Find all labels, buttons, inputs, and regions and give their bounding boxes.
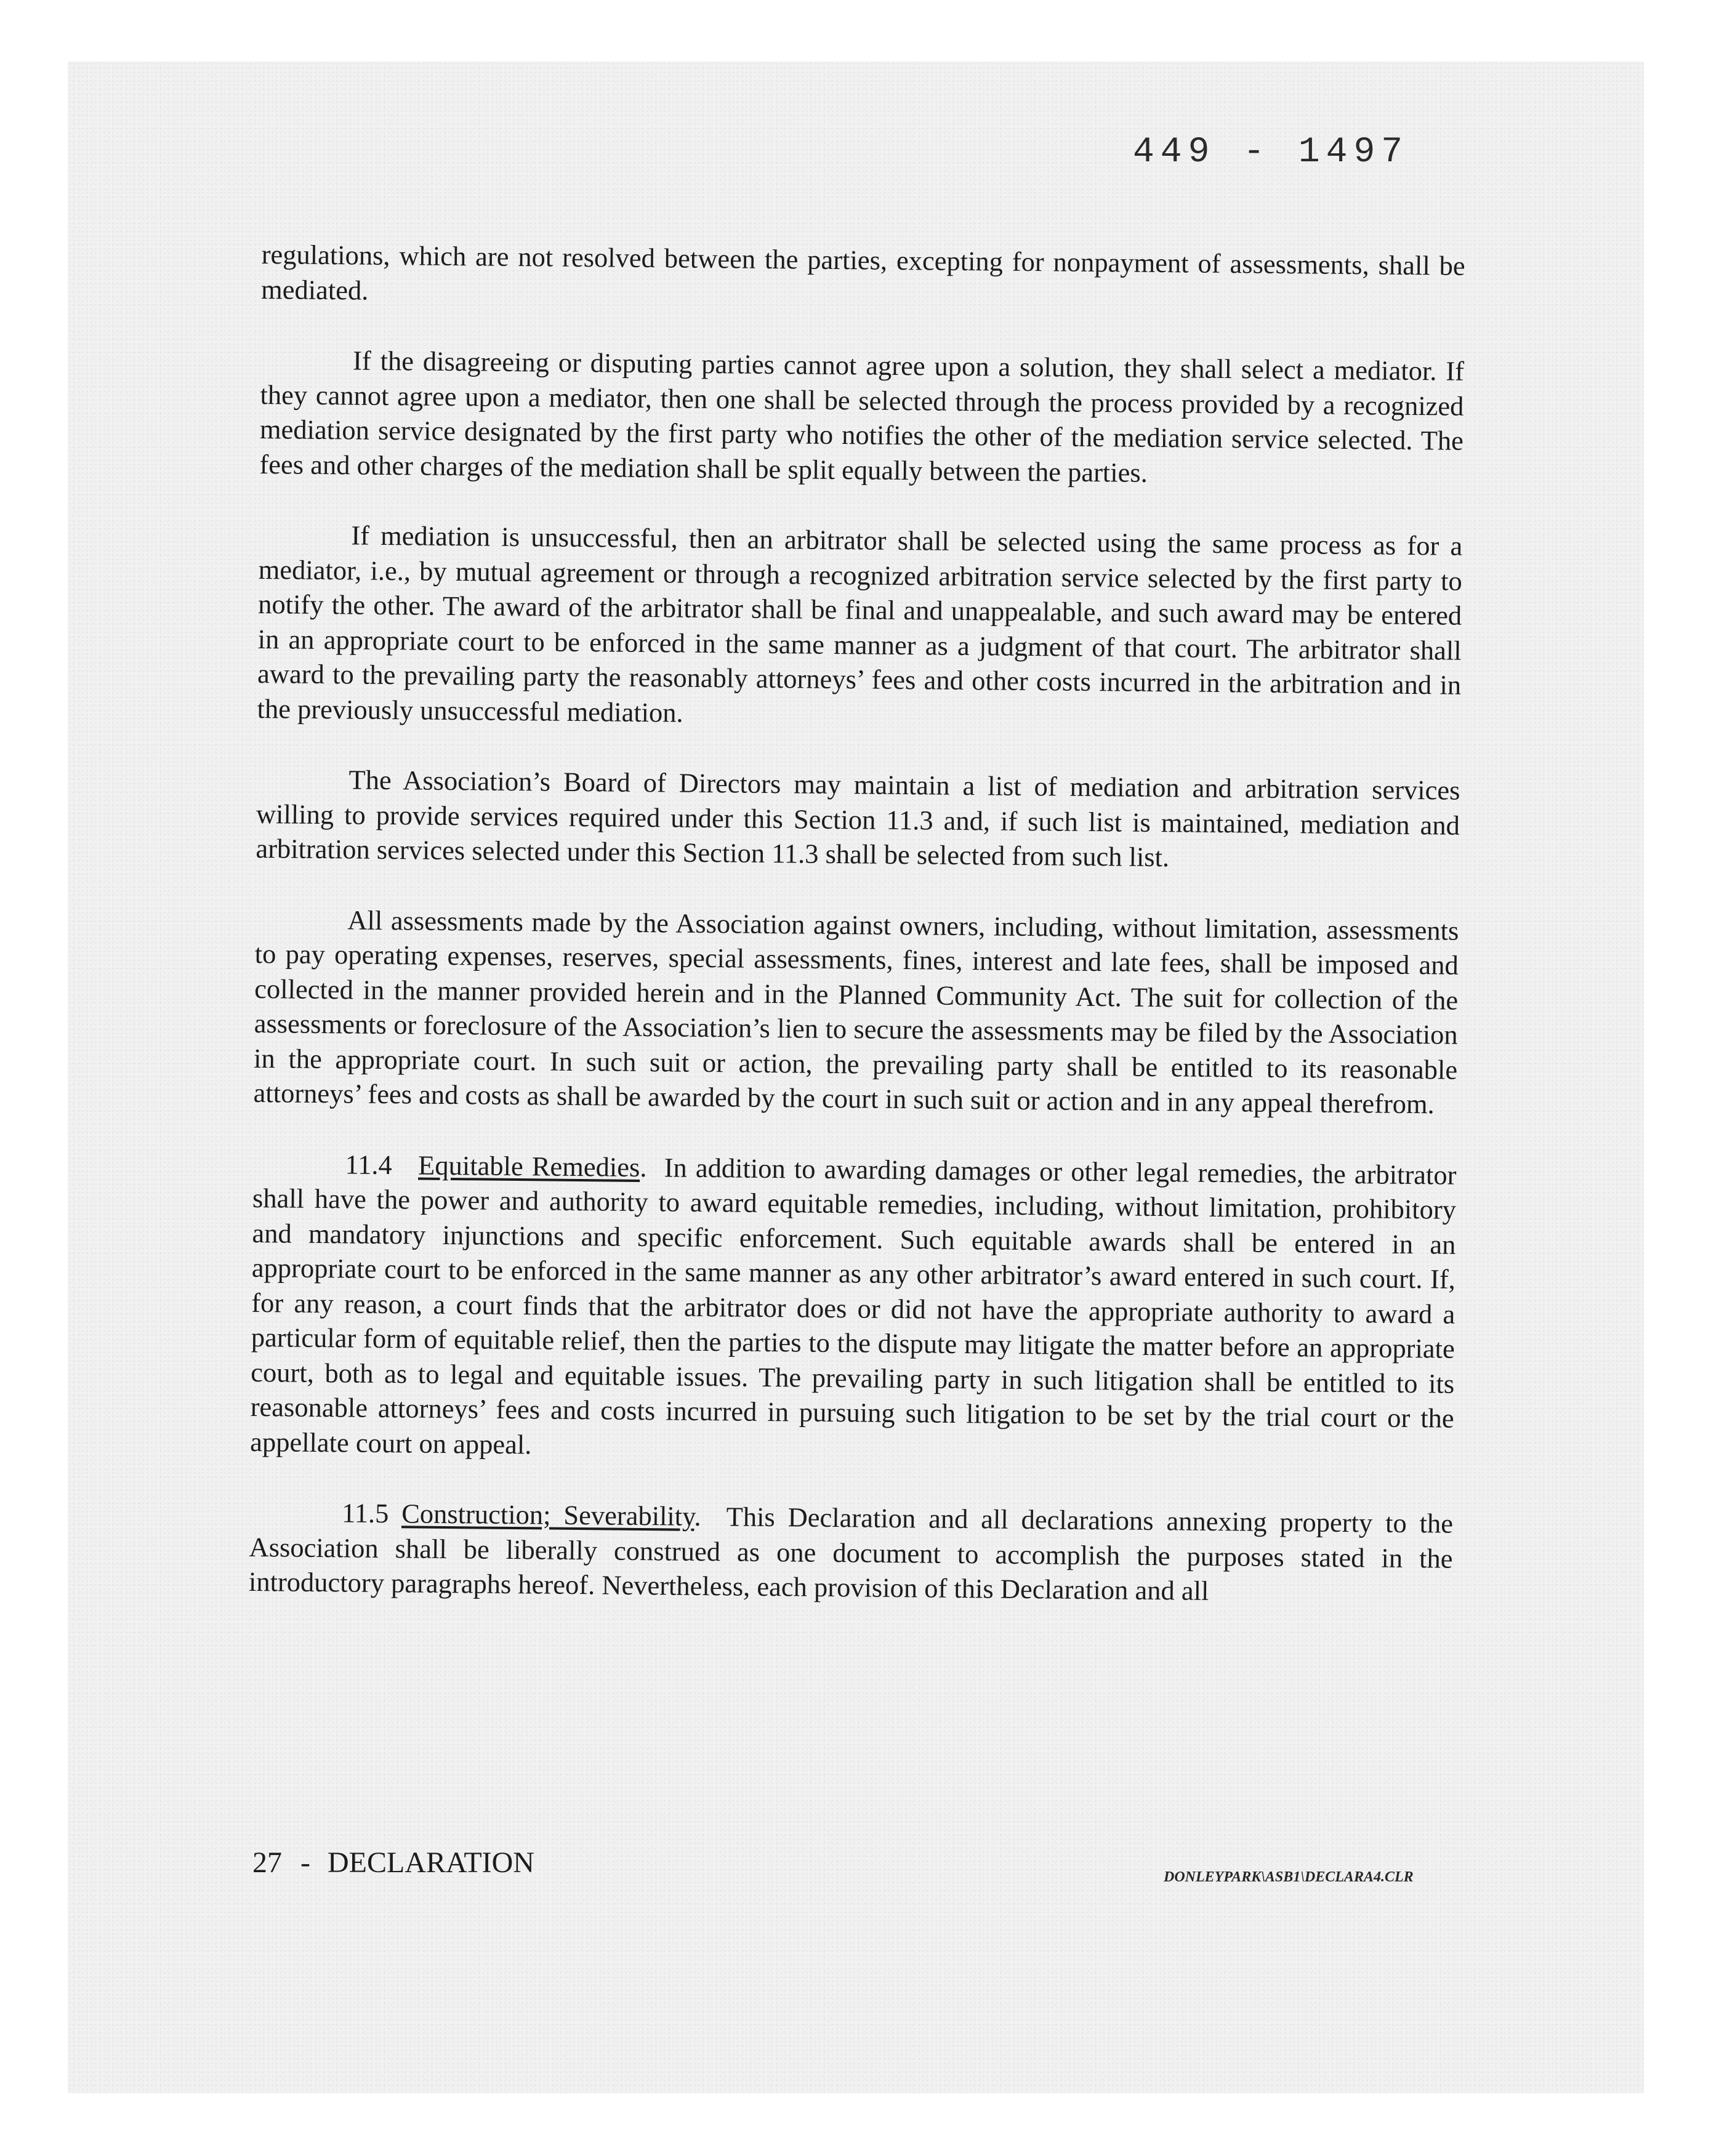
footer-page-number: 27 — [252, 1846, 282, 1879]
section-number: 11.5 — [341, 1497, 389, 1529]
section-11-4: 11.4 Equitable Remedies. In addition to awarding damages or other legal remedies, the arbitrator shall have the power and authority to award equitable remedies, including, without limitation, prohibitory and mandatory injunctions and specific enforcement. Such equitable awards shall be entered in an appropriate court to be enforced in the same manner as any other arbitrator’s award entered in such court. If, for any reason, a court finds that the arbitrator does or did not have the appropriate authority to award a particular form of equitable relief, then the parties to the dispute may litigate the matter before an appropriate court, both as to legal and equitable issues. The prevailing party in such litigation shall be entitled to its reasonable attorneys’ fees and costs incurred in pursuing such litigation to be set by the trial court or the appellate court on appeal. — [249, 1148, 1457, 1460]
paragraph-text: All assessments made by the Association against owners, including, without limitation, assessments to pay operating expenses, reserves, special assessments, fines, interest and late fees, shall be imposed and collected in the manner provided herein and in the Planned Community Act. The suit for collection of the assessments or foreclosure of the Association’s lien to secure the assessments may be filed by the Association in the appropriate court. In such suit or action, the prevailing party shall be entitled to its reasonable attorneys’ fees and costs as shall be awarded by the court in such suit or action and in any appeal therefrom. — [253, 904, 1459, 1120]
section-11-5: 11.5 Construction; Severability. This Declaration and all declarations annexing property to the Association shall be liberally construed as one document to accomplish the purposes stated in the introductory paragraphs hereof. Nevertheless, each provision of this Declaration and all — [248, 1497, 1454, 1606]
page-number-stamp: 449 - 1497 — [1133, 132, 1409, 172]
paragraph-text: The Association’s Board of Directors may maintain a list of mediation and arbitration services willing to provide services required under this Section 11.3 and, if such list is maintained, mediation and arbitration services selected under this Section 11.3 shall be selected from such list. — [256, 764, 1460, 873]
paragraph-text: regulations, which are not resolved between the parties, excepting for nonpayment of assessments, shall be mediated. — [260, 238, 1465, 306]
section-heading: Equitable Remedies — [417, 1149, 640, 1183]
document-body — [248, 237, 1465, 1646]
footer-file-path: DONLEYPARK\ASB1\DECLARA4.CLR — [1164, 1869, 1414, 1885]
paragraph-continuation — [261, 237, 1465, 318]
section-text: This Declaration and all declarations annexing property to the Association shall be liberally construed as one document to accomplish the purposes stated in the introductory paragraphs hereof. Nevertheless, each provision of this Declaration and all — [248, 1501, 1454, 1606]
footer-page-label — [252, 1846, 534, 1880]
paragraph-mediation — [259, 342, 1464, 493]
paragraph-service-list — [256, 762, 1460, 877]
footer-separator: - — [300, 1846, 310, 1879]
paragraph-arbitration — [257, 517, 1462, 738]
paragraph-assessments — [253, 901, 1459, 1122]
paragraph-text: If the disagreeing or disputing parties cannot agree upon a solution, they shall select a mediator. If they cannot agree upon a mediator, then one shall be selected through the process provided by a recognized mediation service designated by the first party who notifies the other of the mediation service selected. The fees and other charges of the mediation shall be split equally between the parties. — [259, 345, 1465, 488]
section-text: In addition to awarding damages or other legal remedies, the arbitrator shall have the power and authority to award equitable remedies, including, without limitation, prohibitory and mandatory injunctions and specific enforcement. Such equitable awards shall be entered in an appropriate court to be enforced in the same manner as any other arbitrator’s award entered in such court. If, for any reason, a court finds that the arbitrator does or did not have the appropriate authority to award a particular form of equitable relief, then the parties to the dispute may litigate the matter before an appropriate court, both as to legal and equitable issues. The prevailing party in such litigation shall be entitled to its reasonable attorneys’ fees and costs incurred in pursuing such litigation to be set by the trial court or the appellate court on appeal. — [249, 1151, 1457, 1460]
section-heading: Construction; Severability — [401, 1498, 694, 1532]
paragraph-text: If mediation is unsuccessful, then an arbitrator shall be selected using the same process as for a mediator, i.e., by mutual agreement or through a recognized arbitration service selected by the first party to notify the other. The award of the arbitrator shall be final and unappealable, and such award may be entered in an appropriate court to be enforced in the same manner as a judgment of that court. The arbitrator shall award to the prevailing party the reasonably attorneys’ fees and other costs incurred in the arbitration and in the previously unsuccessful mediation. — [257, 520, 1463, 728]
footer-title: DECLARATION — [327, 1846, 534, 1879]
section-number: 11.4 — [345, 1148, 393, 1180]
